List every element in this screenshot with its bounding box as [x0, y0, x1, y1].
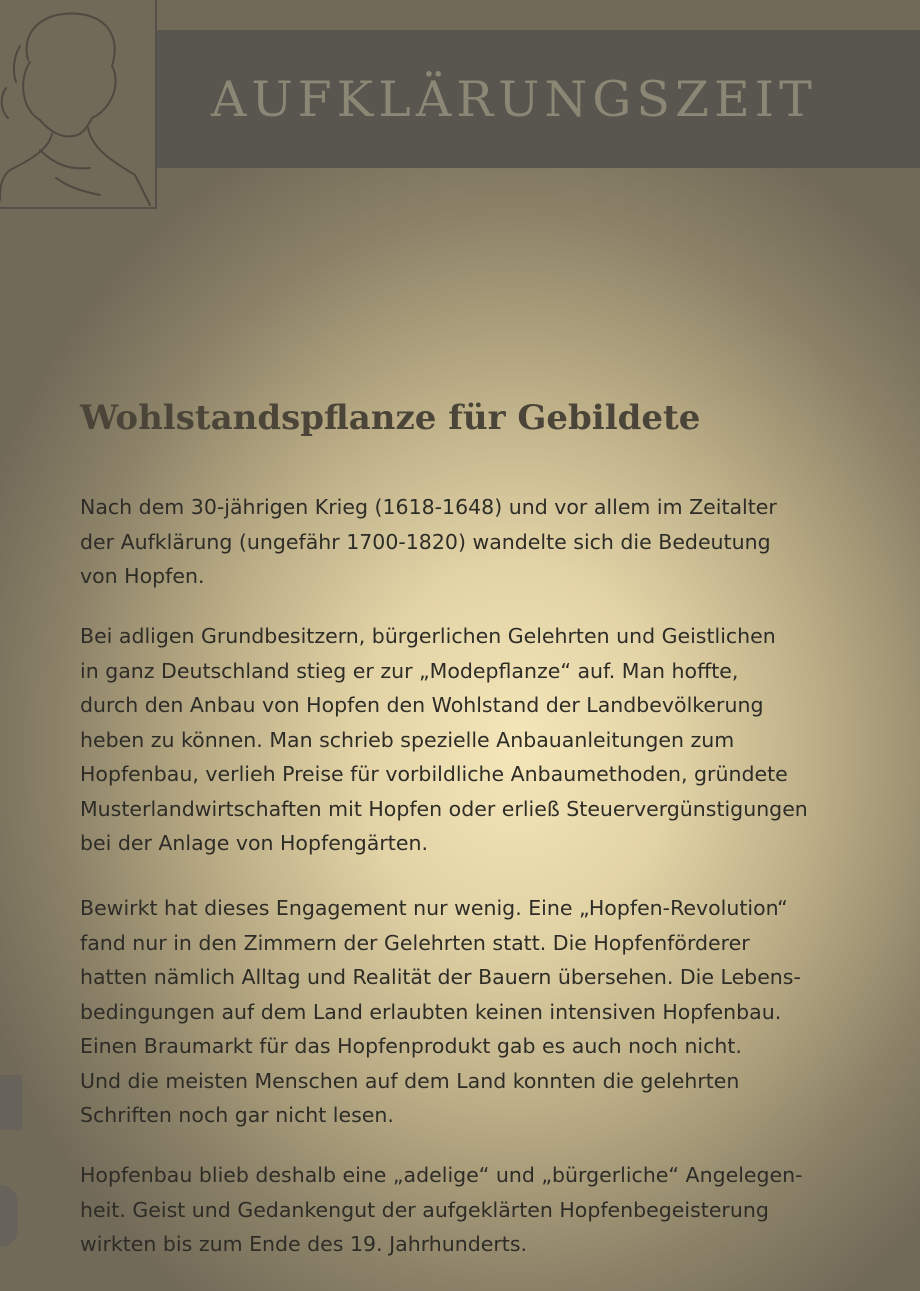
paragraph-line: Einen Braumarkt für das Hopfenprodukt gab es auch noch nicht.: [80, 1034, 742, 1058]
article-heading: Wohlstandspflanze für Gebildete: [80, 398, 701, 438]
paragraph-line: wirkten bis zum Ende des 19. Jahrhunderts.: [80, 1232, 528, 1256]
paragraph-1: [80, 490, 850, 594]
paragraph-4: [80, 1158, 850, 1262]
paragraph-line: Schriften noch gar nicht lesen.: [80, 1103, 394, 1127]
banner-title: AUFKLÄRUNGSZEIT: [211, 70, 817, 128]
portrait-frame: [0, 0, 157, 209]
section-banner: [157, 30, 920, 168]
paragraph-line: in ganz Deutschland stieg er zur „Modepflanze“ auf. Man hoffte,: [80, 658, 739, 683]
paragraph-line: heben zu können. Man schrieb spezielle Anbauanleitungen zum: [80, 727, 735, 752]
paragraph-line: bei der Anlage von Hopfengärten.: [80, 831, 428, 855]
paragraph-line: heit. Geist und Gedankengut der aufgeklärten Hopfenbegeisterung: [80, 1197, 769, 1222]
paragraph-3: [80, 891, 850, 1133]
edge-letter-fragment: [0, 1075, 22, 1130]
paragraph-line: Musterlandwirtschaften mit Hopfen oder erließ Steuervergünstigungen: [80, 796, 808, 821]
paragraph-line: bedingungen auf dem Land erlaubten keinen intensiven Hopfenbau.: [80, 999, 782, 1024]
paragraph-line: Hopfenbau blieb deshalb eine „adelige“ und „bürgerliche“ Angelegen-: [80, 1163, 803, 1187]
portrait-line-drawing-icon: [0, 0, 157, 209]
paragraph-line: Bewirkt hat dieses Engagement nur wenig. Eine „Hopfen-Revolution“: [80, 896, 788, 920]
paragraph-line: der Aufklärung (ungefähr 1700-1820) wandelte sich die Bedeutung: [80, 529, 771, 554]
paragraph-line: durch den Anbau von Hopfen den Wohlstand der Landbevölkerung: [80, 693, 764, 717]
paragraph-2: [80, 619, 850, 861]
paragraph-line: Bei adligen Grundbesitzern, bürgerlichen Gelehrten und Geistlichen: [80, 624, 776, 648]
edge-letter-fragment: [0, 1185, 18, 1247]
paragraph-line: Nach dem 30-jährigen Krieg (1618-1648) und vor allem im Zeitalter: [80, 495, 777, 519]
paragraph-line: fand nur in den Zimmern der Gelehrten statt. Die Hopfenförderer: [80, 930, 750, 955]
paragraph-line: hatten nämlich Alltag und Realität der Bauern übersehen. Die Lebens-: [80, 965, 801, 989]
paragraph-line: Und die meisten Menschen auf dem Land konnten die gelehrten: [80, 1068, 740, 1093]
paragraph-line: von Hopfen.: [80, 564, 205, 588]
paragraph-line: Hopfenbau, verlieh Preise für vorbildliche Anbaumethoden, gründete: [80, 762, 788, 786]
